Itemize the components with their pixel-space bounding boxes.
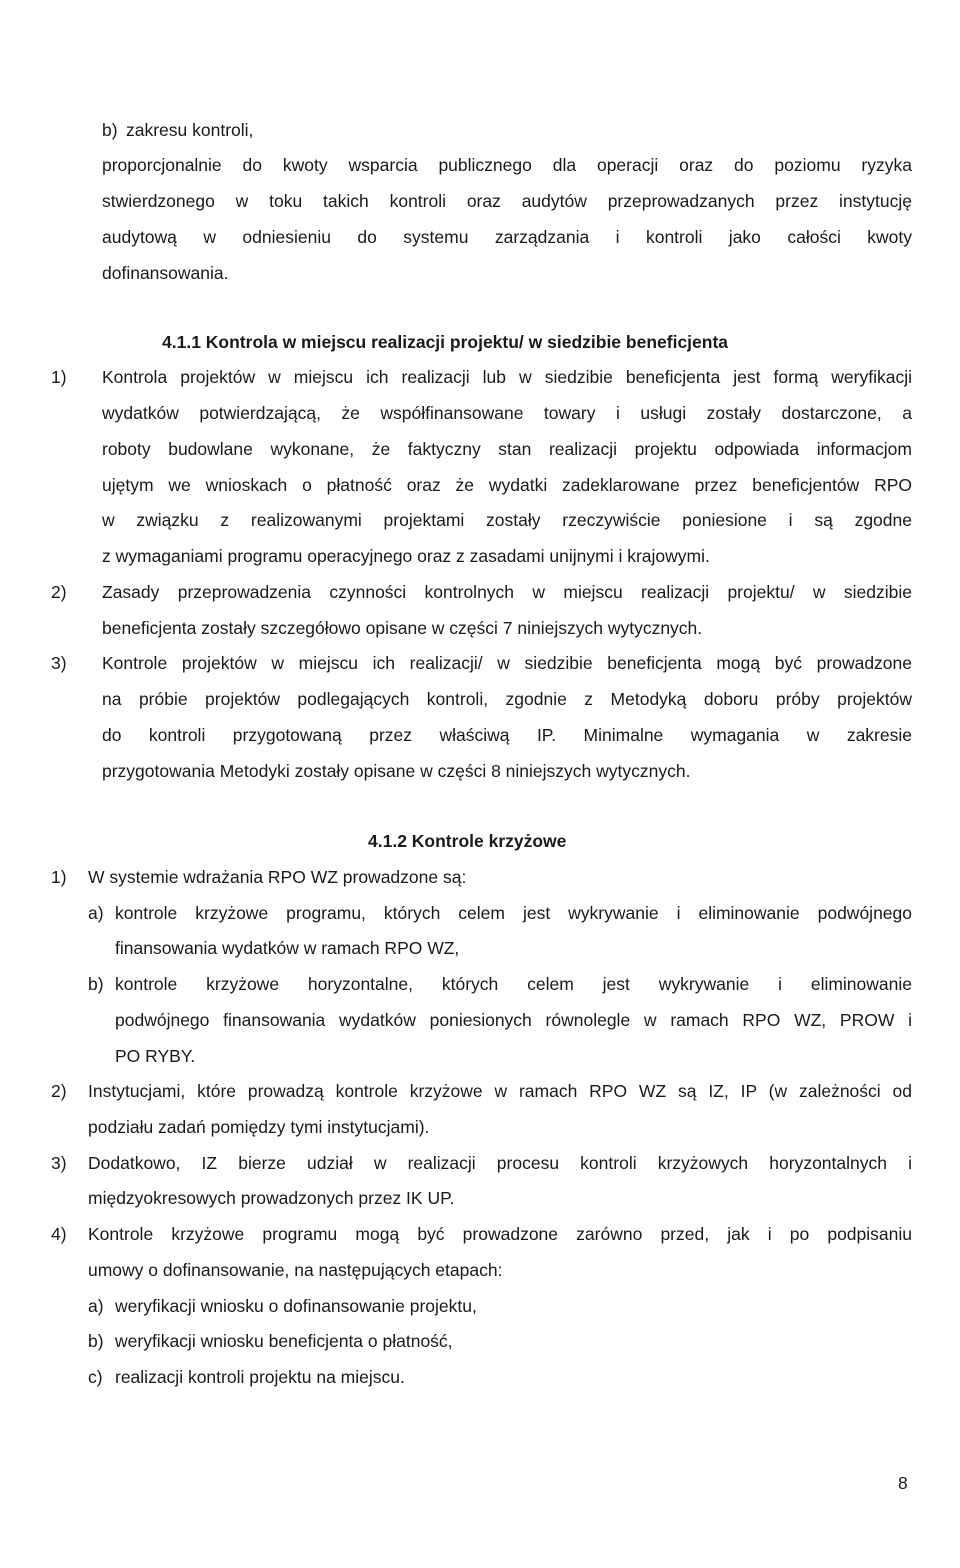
- sublist-item-line: realizacji kontroli projektu na miejscu.: [115, 1367, 405, 1387]
- sublist-item-line: finansowania wydatków w ramach RPO WZ,: [115, 938, 460, 958]
- list-item-line: roboty budowlane wykonane, że faktyczny stan realizacji projektu odpowiada informacjom: [102, 439, 912, 459]
- list-item-line: w związku z realizowanymi projektami zostały rzeczywiście poniesione i są zgodne: [102, 510, 912, 530]
- list-number: 3): [51, 653, 67, 673]
- list-item-line: Zasady przeprowadzenia czynności kontrolnych w miejscu realizacji projektu/ w siedzibie: [102, 582, 912, 602]
- sublist-letter: b): [88, 974, 104, 994]
- list-item-line: do kontroli przygotowaną przez właściwą IP. Minimalne wymagania w zakresie: [102, 725, 912, 745]
- list-item-line: wydatków potwierdzającą, że współfinansowane towary i usługi zostały dostarczone, a: [102, 403, 912, 423]
- intro-line: zakresu kontroli,: [126, 120, 254, 140]
- sublist-item-line: weryfikacji wniosku beneficjenta o płatność,: [115, 1331, 453, 1351]
- list-number: 2): [51, 582, 67, 602]
- section-heading: 4.1.2 Kontrole krzyżowe: [368, 831, 567, 851]
- intro-line: stwierdzonego w toku takich kontroli oraz audytów przeprowadzanych przez instytucję: [102, 191, 912, 211]
- sublist-letter: b): [88, 1331, 104, 1351]
- list-item-line: Kontrola projektów w miejscu ich realizacji lub w siedzibie beneficjenta jest formą weryfikacji: [102, 367, 912, 387]
- list-item-line: Kontrole projektów w miejscu ich realizacji/ w siedzibie beneficjenta mogą być prowadzone: [102, 653, 912, 673]
- sublist-item-line: PO RYBY.: [115, 1046, 196, 1066]
- list-item-line: przygotowania Metodyki zostały opisane w części 8 niniejszych wytycznych.: [102, 761, 691, 781]
- sublist-item-line: kontrole krzyżowe horyzontalne, których celem jest wykrywanie i eliminowanie: [115, 974, 912, 994]
- sublist-letter: a): [88, 903, 104, 923]
- list-item-line: Dodatkowo, IZ bierze udział w realizacji procesu kontroli krzyżowych horyzontalnych i: [88, 1153, 912, 1173]
- list-number: 3): [51, 1153, 67, 1173]
- list-item-line: Instytucjami, które prowadzą kontrole krzyżowe w ramach RPO WZ są IZ, IP (w zależności od: [88, 1081, 912, 1101]
- sublist-item-line: weryfikacji wniosku o dofinansowanie projektu,: [115, 1296, 477, 1316]
- list-item-line: W systemie wdrażania RPO WZ prowadzone są:: [88, 867, 467, 887]
- list-item-line: ujętym we wnioskach o płatność oraz że wydatki zadeklarowane przez beneficjentów RPO: [102, 475, 912, 495]
- list-number: 1): [51, 367, 67, 387]
- intro-line: dofinansowania.: [102, 263, 229, 283]
- list-item-line: z wymaganiami programu operacyjnego oraz z zasadami unijnymi i krajowymi.: [102, 546, 710, 566]
- sublist-letter: c): [88, 1367, 103, 1387]
- intro-label: b): [102, 120, 118, 140]
- intro-line: audytową w odniesieniu do systemu zarządzania i kontroli jako całości kwoty: [102, 227, 912, 247]
- sublist-item-line: kontrole krzyżowe programu, których celem jest wykrywanie i eliminowanie podwójnego: [115, 903, 912, 923]
- list-item-line: Kontrole krzyżowe programu mogą być prowadzone zarówno przed, jak i po podpisaniu: [88, 1224, 912, 1244]
- list-number: 4): [51, 1224, 67, 1244]
- list-item-line: podziału zadań pomiędzy tymi instytucjami).: [88, 1117, 430, 1137]
- sublist-item-line: podwójnego finansowania wydatków poniesionych równolegle w ramach RPO WZ, PROW i: [115, 1010, 912, 1030]
- page-number: 8: [898, 1473, 908, 1493]
- section-heading: 4.1.1 Kontrola w miejscu realizacji projektu/ w siedzibie beneficjenta: [162, 332, 729, 352]
- list-item-line: umowy o dofinansowanie, na następujących etapach:: [88, 1260, 503, 1280]
- list-item-line: międzyokresowych prowadzonych przez IK UP.: [88, 1188, 455, 1208]
- list-number: 2): [51, 1081, 67, 1101]
- intro-line: proporcjonalnie do kwoty wsparcia publicznego dla operacji oraz do poziomu ryzyka: [102, 155, 912, 175]
- list-item-line: na próbie projektów podlegających kontroli, zgodnie z Metodyką doboru próby projektów: [102, 689, 912, 709]
- list-number: 1): [51, 867, 67, 887]
- list-item-line: beneficjenta zostały szczegółowo opisane w części 7 niniejszych wytycznych.: [102, 618, 703, 638]
- sublist-letter: a): [88, 1296, 104, 1316]
